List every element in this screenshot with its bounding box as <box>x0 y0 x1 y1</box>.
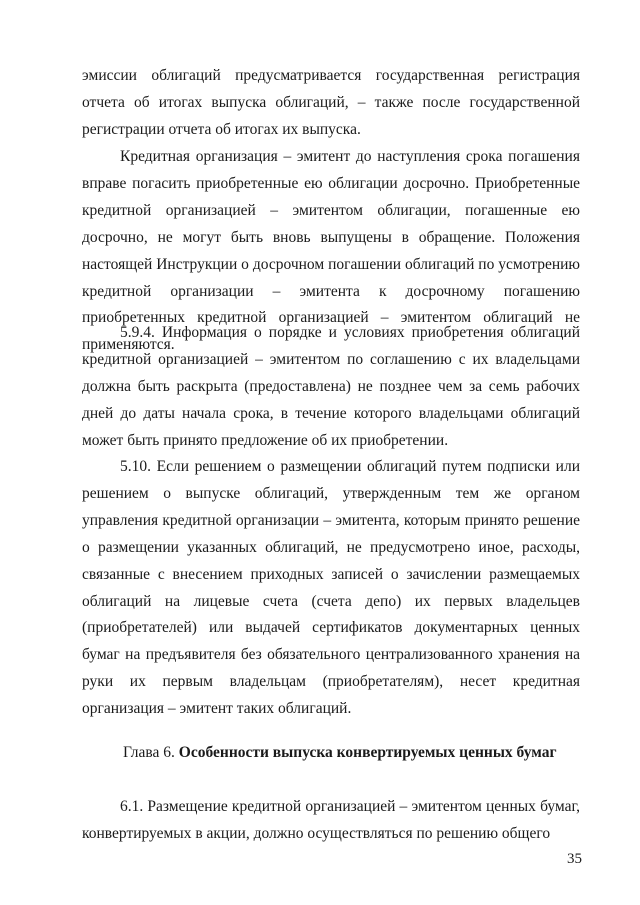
paragraph-early-redemption: Кредитная организация – эмитент до наступления срока погашения вправе погасить приобретенные ею облигации досрочно. Приобретенные кредитной организацией – эмитентом облигации, погашенные ею досрочно, не могут быть вновь выпущены в обращение. Положения настоящей Инструкции о досрочном погашении облигаций по усмотрению кредитной организации – эмитента к досрочному погашению приобретенных кредитной организацией – эмитентом облигаций не применяются. <box>82 148 580 354</box>
paragraph-emission-continuation: эмиссии облигаций предусматривается государственная регистрация отчета об итогах выпуска облигаций, – также после государственной регистрации отчета об итогах их выпуска. <box>82 67 580 138</box>
paragraph-5-10: 5.10. Если решением о размещении облигаций путем подписки или решением о выпуске облигаций, утвержденным тем же органом управления кредитной организации – эмитента, которым принято решение о размещении указанных облигаций, не предусмотрено иное, расходы, связанные с внесением приходных записей о зачислении размещаемых облигаций на лицевые счета (счета депо) их первых владельцев (приобретателей) или выдачей сертификатов документарных ценных бумаг на предъявителя без обязательного централизованного хранения на руки их первым владельцам (приобретателям), несет кредитная организация – эмитент таких облигаций. <box>82 458 580 718</box>
chapter-title: Особенности выпуска конвертируемых ценных бумаг <box>178 744 557 761</box>
page-number: 35 <box>567 851 582 867</box>
paragraph-5-9-4: 5.9.4. Информация о порядке и условиях приобретения облигаций кредитной организацией – эмитентом по соглашению с их владельцами должна быть раскрыта (предоставлена) не позднее чем за семь рабочих дней до даты начала срока, в течение которого владельцами облигаций может быть принято предложение об их приобретении. <box>82 324 580 449</box>
chapter-heading <box>123 740 583 766</box>
chapter-number: Глава 6. <box>123 744 175 761</box>
paragraph-6-1: 6.1. Размещение кредитной организацией – эмитентом ценных бумаг, конвертируемых в акции, должно осуществляться по решению общего <box>82 798 580 842</box>
